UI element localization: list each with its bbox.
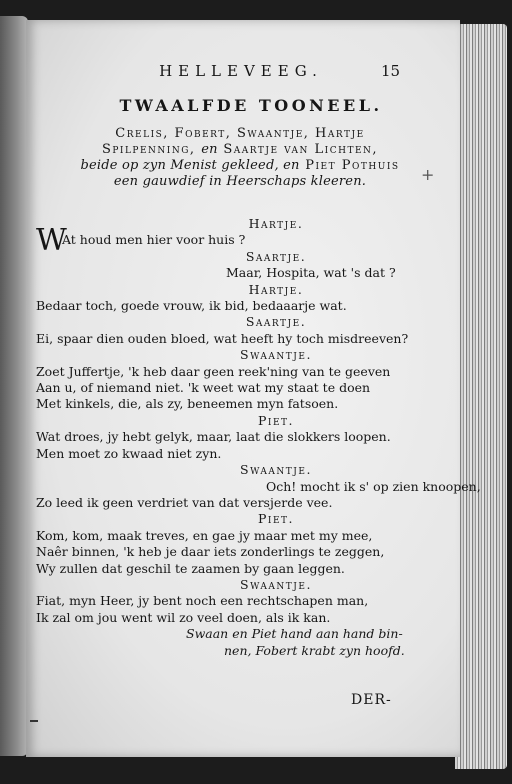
speaker-label: Saartje. <box>245 314 307 330</box>
margin-mark: + <box>421 165 435 184</box>
dialogue-line: Bedaar toch, goede vrouw, ik bid, bedaaarje wat. <box>36 298 347 314</box>
cast-name-saartje: Saartje van Lichten, <box>223 142 379 157</box>
speaker-label: Piet. <box>257 511 294 527</box>
dialogue-line: Och! mocht ik s' op zien knoopen, <box>266 478 481 494</box>
cast-description-2: een gauwdief in Heerschaps kleeren. <box>113 174 367 189</box>
dialogue-line: Wat droes, jy hebt gelyk, maar, laat die slokkers loopen. <box>36 429 391 445</box>
dialogue-text: At houd men hier voor huis ? <box>62 232 246 248</box>
cast-line-2 <box>40 142 440 158</box>
dialogue-line: Aan u, of niemand niet. 'k weet wat my staat te doen <box>36 380 371 396</box>
speaker-label: Hartje. <box>248 281 304 297</box>
drop-cap: W <box>36 223 67 259</box>
catchword: DER- <box>351 692 392 708</box>
dialogue <box>36 216 481 659</box>
dialogue-line: Kom, kom, maak treves, en gae jy maar met my mee, <box>36 527 373 543</box>
dialogue-line: Zo leed ik geen verdriet van dat versjerde vee. <box>36 494 333 510</box>
cast-name-spilpenning: Spilpenning, <box>101 142 196 157</box>
cast-list <box>40 126 440 190</box>
dialogue-line: Met kinkels, die, als zy, beneemen myn fatsoen. <box>36 396 339 412</box>
dialogue-line: Ik zal om jou went wil zo veel doen, als ik kan. <box>36 609 331 625</box>
dialogue-line: Naêr binnen, 'k heb je daar iets zonderlings te zeggen, <box>36 544 385 560</box>
speaker-label: Swaantje. <box>240 347 312 363</box>
dialogue-line: Wy zullen dat geschil te zaamen by gaan leggen. <box>36 560 345 576</box>
dialogue-line: Fiat, myn Heer, jy bent noch een rechtschapen man, <box>36 593 369 609</box>
dialogue-line: Maar, Hospita, wat 's dat ? <box>226 265 396 281</box>
dialogue-line: Men moet zo kwaad niet zyn. <box>36 445 222 461</box>
speaker-label: Hartje. <box>248 216 304 231</box>
scene-title: TWAALFDE TOONEEL. <box>119 96 383 115</box>
dialogue-line: Zoet Juffertje, 'k heb daar geen reek'ning van te geeven <box>36 363 391 379</box>
stage-direction: Swaan en Piet hand aan hand bin- <box>186 626 403 642</box>
speaker-label: Swaantje. <box>240 576 312 592</box>
running-head: HELLEVEEG. <box>159 62 323 80</box>
cast-conjunction: en <box>201 142 218 157</box>
left-facing-page <box>0 16 28 756</box>
page-edges <box>455 24 507 769</box>
dialogue-line: Ei, spaar dien ouden bloed, wat heeft hy toch misdreeven? <box>36 330 409 346</box>
cast-name-piet: Piet Pothuis <box>305 158 400 173</box>
margin-dash <box>30 720 38 722</box>
speaker-label: Swaantje. <box>240 462 312 478</box>
page-number: 15 <box>381 62 401 80</box>
speaker-label: Piet. <box>257 412 294 428</box>
book-page <box>26 20 481 757</box>
speaker-label: Saartje. <box>245 248 307 264</box>
cast-description-1: beide op zyn Menist gekleed, en <box>80 158 300 173</box>
stage-direction: nen, Fobert krabt zyn hoofd. <box>224 642 405 658</box>
cast-line-1: Crelis, Fobert, Swaantje, Hartje <box>115 126 365 141</box>
cast-line-3 <box>40 158 440 174</box>
